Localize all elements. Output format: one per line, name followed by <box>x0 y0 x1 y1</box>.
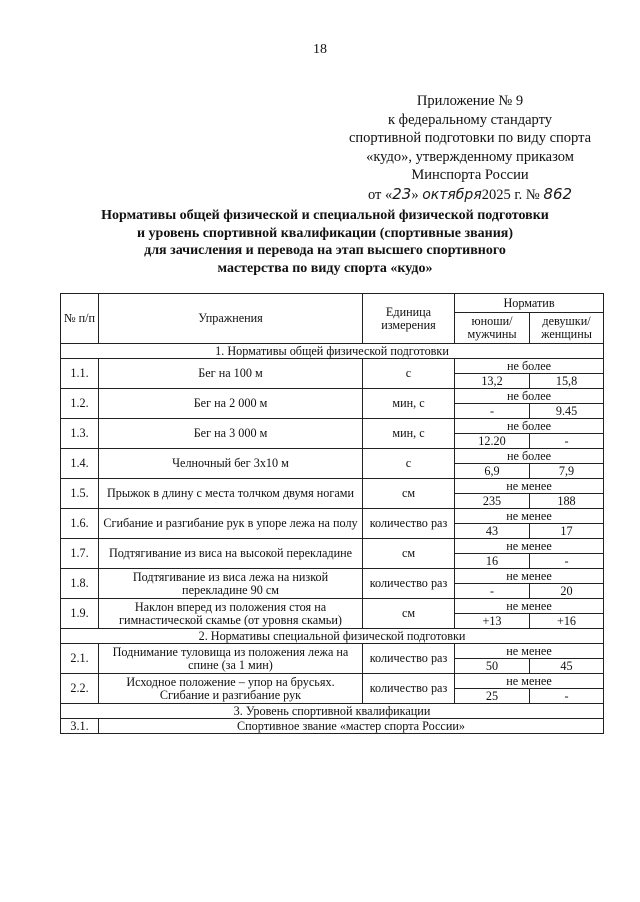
document-title <box>60 207 590 277</box>
section-title: 1. Нормативы общей физической подготовки <box>61 344 604 359</box>
row-unit: количество раз <box>363 509 455 539</box>
row-condition: не менее <box>455 509 604 524</box>
header-norm: Норматив <box>455 294 604 313</box>
row-condition: не более <box>455 389 604 404</box>
row-male-value: 13,2 <box>455 374 530 389</box>
row-condition: не менее <box>455 599 604 614</box>
row-female-value: - <box>530 554 604 569</box>
row-condition: не менее <box>455 644 604 659</box>
appendix-block <box>300 92 640 204</box>
row-female-value: - <box>530 689 604 704</box>
row-unit: см <box>363 479 455 509</box>
appendix-line: Приложение № 9 <box>416 93 524 109</box>
row-unit: с <box>363 359 455 389</box>
row-exercise: Спортивное звание «мастер спорта России» <box>99 719 604 734</box>
table-row <box>61 449 604 464</box>
row-male-value: 50 <box>455 659 530 674</box>
row-number: 3.1. <box>61 719 99 734</box>
row-number: 1.1. <box>61 359 99 389</box>
row-unit: количество раз <box>363 644 455 674</box>
header-male: юноши/ мужчины <box>455 313 530 344</box>
title-line: для зачисления и перевода на этап высшего спортивного <box>144 243 506 258</box>
norms-table <box>60 293 604 734</box>
row-number: 1.2. <box>61 389 99 419</box>
row-exercise: Челночный бег 3х10 м <box>99 449 363 479</box>
row-male-value: 12.20 <box>455 434 530 449</box>
row-exercise: Наклон вперед из положения стоя на гимнастической скамье (от уровня скамьи) <box>99 599 363 629</box>
row-number: 1.8. <box>61 569 99 599</box>
row-unit: мин, с <box>363 419 455 449</box>
row-number: 1.6. <box>61 509 99 539</box>
row-number: 1.7. <box>61 539 99 569</box>
table-row <box>61 599 604 614</box>
row-exercise: Бег на 2 000 м <box>99 389 363 419</box>
row-female-value: 45 <box>530 659 604 674</box>
order-date-line <box>300 185 640 205</box>
header-num: № п/п <box>61 294 99 344</box>
row-male-value: 16 <box>455 554 530 569</box>
header-female: девушки/ женщины <box>530 313 604 344</box>
row-condition: не менее <box>455 539 604 554</box>
row-condition: не более <box>455 449 604 464</box>
table-row <box>61 419 604 434</box>
row-exercise: Поднимание туловища из положения лежа на спине (за 1 мин) <box>99 644 363 674</box>
table-row <box>61 644 604 659</box>
title-line: и уровень спортивной квалификации (спортивные звания) <box>136 225 514 241</box>
table-row <box>61 569 604 584</box>
row-unit: см <box>363 539 455 569</box>
row-number: 1.4. <box>61 449 99 479</box>
row-male-value: 6,9 <box>455 464 530 479</box>
row-exercise: Бег на 3 000 м <box>99 419 363 449</box>
header-unit: Единица измерения <box>363 294 455 344</box>
row-male-value: +13 <box>455 614 530 629</box>
table-row <box>61 359 604 374</box>
table-row <box>61 719 604 734</box>
row-female-value: 7,9 <box>530 464 604 479</box>
row-female-value: 15,8 <box>530 374 604 389</box>
row-exercise: Сгибание и разгибание рук в упоре лежа на полу <box>99 509 363 539</box>
row-female-value: 17 <box>530 524 604 539</box>
table-row <box>61 674 604 689</box>
row-exercise: Подтягивание из виса на высокой перекладине <box>99 539 363 569</box>
order-month: октября <box>422 186 482 203</box>
row-number: 1.3. <box>61 419 99 449</box>
appendix-line: Минспорта России <box>411 167 529 183</box>
row-condition: не менее <box>455 674 604 689</box>
row-male-value: 235 <box>455 494 530 509</box>
row-unit: с <box>363 449 455 479</box>
appendix-line: спортивной подготовки по виду спорта <box>348 130 592 146</box>
appendix-line: «кудо», утвержденному приказом <box>366 148 574 165</box>
title-line: мастерства по виду спорта «кудо» <box>217 260 433 276</box>
row-number: 2.1. <box>61 644 99 674</box>
appendix-line: к федеральному стандарту <box>388 111 552 128</box>
page-number: 18 <box>313 42 327 57</box>
row-female-value: 9.45 <box>530 404 604 419</box>
date-mid: » <box>411 186 419 203</box>
row-male-value: - <box>455 584 530 599</box>
row-male-value: 43 <box>455 524 530 539</box>
order-day: 23 <box>392 184 412 203</box>
row-unit: количество раз <box>363 569 455 599</box>
row-number: 2.2. <box>61 674 99 704</box>
table-row <box>61 509 604 524</box>
row-male-value: - <box>455 404 530 419</box>
row-exercise: Прыжок в длину с места толчком двумя ногами <box>99 479 363 509</box>
order-year: 2025 г. № <box>481 186 540 203</box>
date-prefix: от « <box>367 186 393 203</box>
order-number: 862 <box>543 184 573 203</box>
row-condition: не более <box>455 419 604 434</box>
row-unit: мин, с <box>363 389 455 419</box>
row-unit: количество раз <box>363 674 455 704</box>
row-female-value: 20 <box>530 584 604 599</box>
section-title: 3. Уровень спортивной квалификации <box>61 704 604 719</box>
table-row <box>61 389 604 404</box>
row-female-value: - <box>530 434 604 449</box>
row-exercise: Бег на 100 м <box>99 359 363 389</box>
row-exercise: Исходное положение – упор на брусьях. Сгибание и разгибание рук <box>99 674 363 704</box>
row-unit: см <box>363 599 455 629</box>
row-number: 1.5. <box>61 479 99 509</box>
table-row <box>61 539 604 554</box>
row-exercise: Подтягивание из виса лежа на низкой перекладине 90 см <box>99 569 363 599</box>
row-number: 1.9. <box>61 599 99 629</box>
row-female-value: 188 <box>530 494 604 509</box>
header-exercise: Упражнения <box>99 294 363 344</box>
row-male-value: 25 <box>455 689 530 704</box>
row-condition: не менее <box>455 479 604 494</box>
row-condition: не менее <box>455 569 604 584</box>
row-condition: не более <box>455 359 604 374</box>
table-row <box>61 479 604 494</box>
row-female-value: +16 <box>530 614 604 629</box>
section-title: 2. Нормативы специальной физической подготовки <box>61 629 604 644</box>
title-line: Нормативы общей физической и специальной физической подготовки <box>101 208 549 223</box>
